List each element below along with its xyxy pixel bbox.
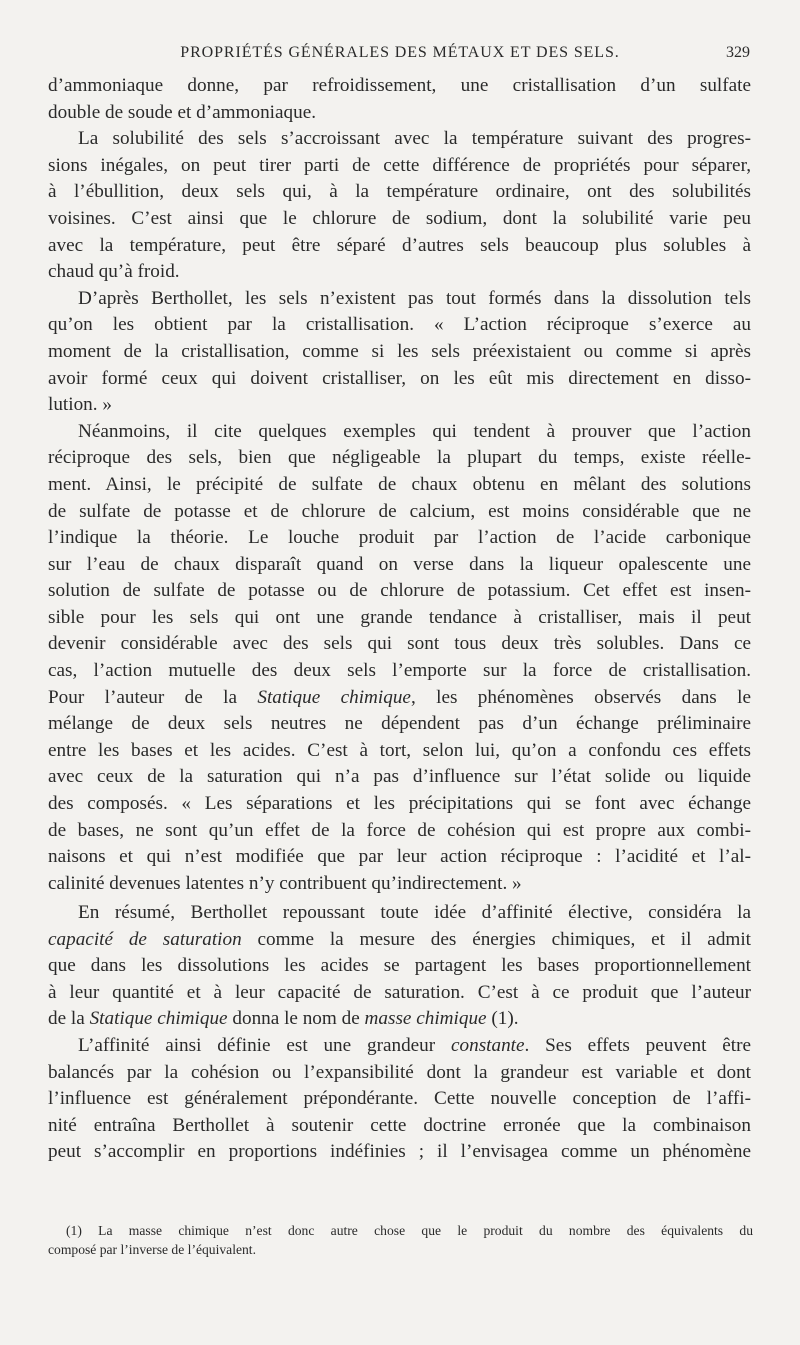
italic-phrase: capacité de saturation: [48, 928, 242, 950]
text-line: moment de la cristallisation, comme si les sels préexistaient ou comme si après: [48, 340, 751, 362]
running-head-title: PROPRIÉTÉS GÉNÉRALES DES MÉTAUX ET DES SELS.: [180, 44, 620, 61]
text-line: naisons et qui n’est modifiée que par leur action réciproque : l’acidité et l’al-: [48, 846, 751, 868]
footnote-line: composé par l’inverse de l’équivalent.: [48, 1242, 256, 1257]
text-run: . Ses effets peuvent être: [524, 1034, 751, 1056]
text-line: peut s’accomplir en proportions indéfinies ; il l’envisagea comme un phénomène: [48, 1141, 751, 1163]
text-line: calinité devenues latentes n’y contribuent qu’indirectement. »: [48, 872, 522, 894]
text-line: que dans les dissolutions les acides se partagent les bases proportionnellement: [48, 955, 751, 977]
italic-phrase: constante: [450, 1034, 525, 1056]
text-line: avec la température, peut être séparé d’autres sels beaucoup plus solubles à: [48, 234, 751, 256]
text-line: qu’on les obtient par la cristallisation. « L’action réciproque s’exerce au: [48, 314, 751, 336]
main-text-lower: [48, 902, 751, 1168]
text-line: avec ceux de la saturation qui n’a pas d’influence sur l’état solide ou liquide: [48, 766, 751, 788]
italic-phrase: Statique chimique: [89, 1008, 228, 1030]
italic-phrase: masse chimique: [364, 1008, 487, 1030]
text-line: des composés. « Les séparations et les précipitations qui se font avec échange: [48, 793, 751, 815]
text-line: La solubilité des sels s’accroissant avec la température suivant des progres-: [78, 128, 751, 150]
text-line: sible pour les sels qui ont une grande tendance à cristalliser, mais il peut: [48, 606, 751, 628]
text-line: D’après Berthollet, les sels n’existent pas tout formés dans la dissolution tels: [78, 287, 751, 309]
text-line: ment. Ainsi, le précipité de sulfate de chaux obtenu en mêlant des solutions: [48, 473, 751, 495]
text-line: voisines. C’est ainsi que le chlorure de sodium, dont la solubilité varie peu: [48, 207, 751, 229]
text-line: sions inégales, on peut tirer parti de cette différence de propriétés pour séparer,: [48, 154, 751, 176]
text-run: donna le nom de: [227, 1008, 365, 1030]
text-line: à leur quantité et à leur capacité de saturation. C’est à ce produit que l’auteur: [48, 981, 751, 1003]
text-line: cas, l’action mutuelle des deux sels l’emporte sur la force de cristallisation.: [48, 660, 751, 682]
text-line: Néanmoins, il cite quelques exemples qui tendent à prouver que l’action: [78, 420, 751, 442]
text-line: nité entraîna Berthollet à soutenir cette doctrine erronée que la combinaison: [48, 1114, 751, 1136]
text-line: l’influence est généralement prépondérante. Cette nouvelle conception de l’affi-: [48, 1088, 751, 1110]
italic-phrase: Statique chimique: [257, 686, 411, 708]
text-line: double de soude et d’ammoniaque.: [48, 101, 317, 123]
text-run: comme la mesure des énergies chimiques, et il admit: [241, 928, 751, 950]
text-line: entre les bases et les acides. C’est à tort, selon lui, qu’on a confondu ces effets: [48, 739, 751, 761]
text-line: balancés par la cohésion ou l’expansibilité dont la grandeur est variable et dont: [48, 1061, 751, 1083]
text-line: l’indique la théorie. Le louche produit par l’action de l’acide carbonique: [48, 527, 751, 549]
text-line: [48, 1035, 751, 1062]
text-run: de la: [48, 1008, 90, 1030]
text-run: (1).: [486, 1008, 519, 1030]
footnote-line: (1) La masse chimique n’est donc autre chose que le produit du nombre des équivalents du: [66, 1223, 753, 1238]
text-run: L’affinité ainsi définie est une grandeur: [78, 1034, 451, 1056]
text-line: devenir considérable avec des sels qui sont tous deux très solubles. Dans ce: [48, 633, 751, 655]
footnote: [48, 1221, 753, 1259]
text-run: Pour l’auteur de la: [48, 686, 258, 708]
text-line: chaud qu’à froid.: [48, 261, 180, 283]
text-run: , les phénomènes observés dans le: [410, 686, 751, 708]
text-line: sur l’eau de chaux disparaît quand on verse dans la liqueur opalescente une: [48, 553, 751, 575]
text-line: En résumé, Berthollet repoussant toute idée d’affinité élective, considéra la: [78, 902, 751, 923]
text-line: mélange de deux sels neutres ne dépendent pas d’un échange préliminaire: [48, 713, 751, 735]
text-line: avoir formé ceux qui doivent cristalliser, on les eût mis directement en disso-: [48, 367, 751, 389]
page-number: 329: [726, 44, 750, 61]
text-line: de bases, ne sont qu’un effet de la force de cohésion qui est propre aux combi-: [48, 819, 751, 841]
text-line: à l’ébullition, deux sels qui, à la température ordinaire, ont des solubilités: [48, 181, 751, 203]
text-line: [48, 1008, 751, 1035]
text-line: d’ammoniaque donne, par refroidissement, une cristallisation d’un sulfate: [48, 75, 751, 96]
text-line: réciproque des sels, bien que négligeable la plupart du temps, existe réelle-: [48, 447, 751, 469]
text-line: [48, 687, 751, 714]
text-line: [48, 929, 751, 956]
text-line: solution de sulfate de potasse ou de chlorure de potassium. Cet effet est insen-: [48, 580, 751, 602]
text-line: lution. »: [48, 394, 112, 416]
main-text-upper: [48, 75, 751, 899]
text-line: de sulfate de potasse et de chlorure de calcium, est moins considérable que ne: [48, 500, 751, 522]
running-head: [48, 44, 752, 68]
